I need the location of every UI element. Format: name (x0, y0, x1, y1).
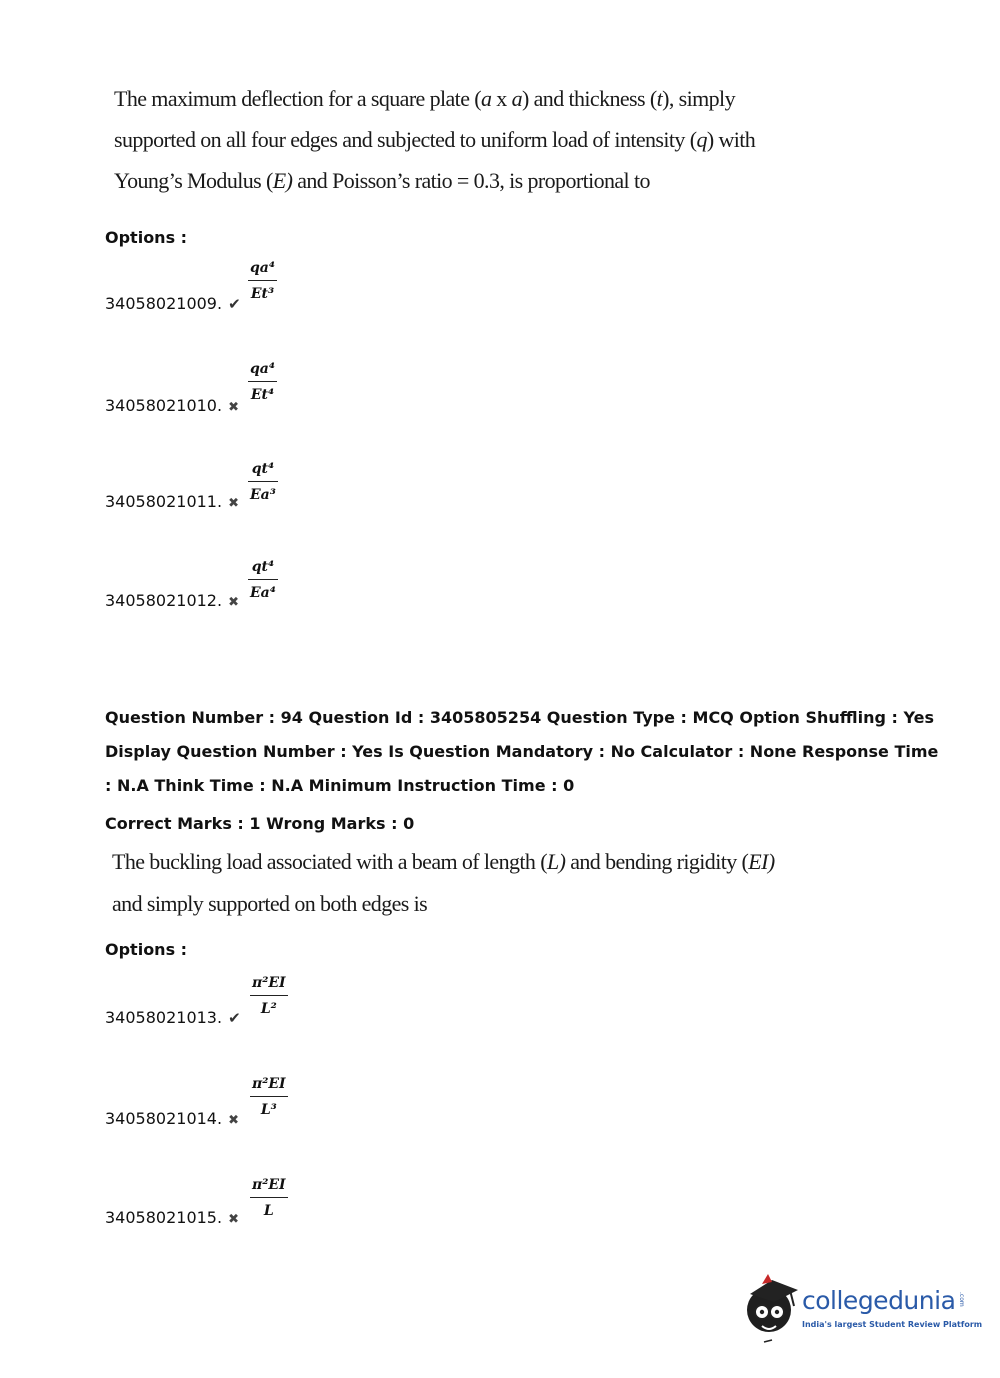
option-id: 34058021010. (105, 396, 223, 415)
q94-text-line1: The buckling load associated with a beam of length (L) and bending rigidity (EI) (112, 849, 775, 874)
option-id: 34058021009. (105, 294, 223, 313)
q93-text-line2: supported on all four edges and subjected to uniform load of intensity (q) with (114, 127, 756, 152)
q94-option-3-formula (250, 1175, 288, 1221)
q93-option-2 (105, 396, 239, 415)
q94-option-2 (105, 1109, 239, 1128)
q94-option-1 (105, 1008, 241, 1027)
option-id: 34058021011. (105, 492, 223, 511)
formula-denominator: Ea³ (250, 487, 276, 503)
logo-tagline: India's largest Student Review Platform (802, 1320, 983, 1329)
formula-numerator: qa⁴ (250, 260, 275, 276)
correct-check-icon: ✔ (228, 295, 241, 313)
q93-option-4 (105, 591, 239, 610)
q94-meta-line3: : N.A Think Time : N.A Minimum Instruction Time : 0 (105, 776, 575, 795)
option-id: 34058021013. (105, 1008, 223, 1027)
q94-meta-line2: Display Question Number : Yes Is Question Mandatory : No Calculator : None Response Time (105, 742, 939, 761)
formula-numerator: π²EI (252, 1177, 286, 1193)
formula-denominator: Et³ (250, 286, 275, 302)
q93-option-2-formula (248, 359, 277, 405)
q94-option-2-formula (250, 1074, 288, 1120)
formula-numerator: qt⁴ (251, 559, 275, 575)
q93-text-line3: Young’s Modulus (E) and Poisson’s ratio = 0.3, is proportional to (114, 168, 650, 193)
formula-numerator: qa⁴ (250, 361, 275, 377)
formula-numerator: π²EI (252, 975, 286, 991)
wrong-cross-icon: ✖ (228, 1113, 239, 1128)
formula-denominator: L² (260, 1001, 277, 1017)
mascot-icon (742, 1272, 802, 1344)
collegedunia-logo (742, 1272, 983, 1344)
wrong-cross-icon: ✖ (228, 595, 239, 610)
formula-denominator: Ea⁴ (250, 585, 276, 601)
q94-marks: Correct Marks : 1 Wrong Marks : 0 (105, 814, 415, 833)
q94-text-line2: and simply supported on both edges is (112, 891, 428, 916)
formula-numerator: π²EI (252, 1076, 286, 1092)
option-id: 34058021015. (105, 1208, 223, 1227)
q94-options-label: Options : (105, 940, 188, 959)
q93-option-3 (105, 492, 239, 511)
wrong-cross-icon: ✖ (228, 496, 239, 511)
q94-option-3 (105, 1208, 239, 1227)
formula-denominator: L³ (260, 1102, 277, 1118)
logo-suffix: .com (958, 1292, 965, 1307)
logo-name: collegedunia (802, 1286, 956, 1315)
formula-denominator: L (263, 1203, 274, 1219)
q94-meta-line1: Question Number : 94 Question Id : 3405805254 Question Type : MCQ Option Shuffling : Yes (105, 708, 935, 727)
q93-option-1-formula (248, 258, 277, 304)
q94-option-1-formula (250, 973, 288, 1019)
wrong-cross-icon: ✖ (228, 400, 239, 415)
option-id: 34058021014. (105, 1109, 223, 1128)
q93-option-1 (105, 294, 241, 313)
q93-option-3-formula (248, 459, 278, 505)
q93-options-label: Options : (105, 228, 188, 247)
q93-option-4-formula (248, 557, 278, 603)
formula-numerator: qt⁴ (251, 461, 275, 477)
wrong-cross-icon: ✖ (228, 1212, 239, 1227)
option-id: 34058021012. (105, 591, 223, 610)
correct-check-icon: ✔ (228, 1009, 241, 1027)
formula-denominator: Et⁴ (250, 387, 275, 403)
q93-text-line1: The maximum deflection for a square plate (a x a) and thickness (t), simply (114, 86, 735, 111)
